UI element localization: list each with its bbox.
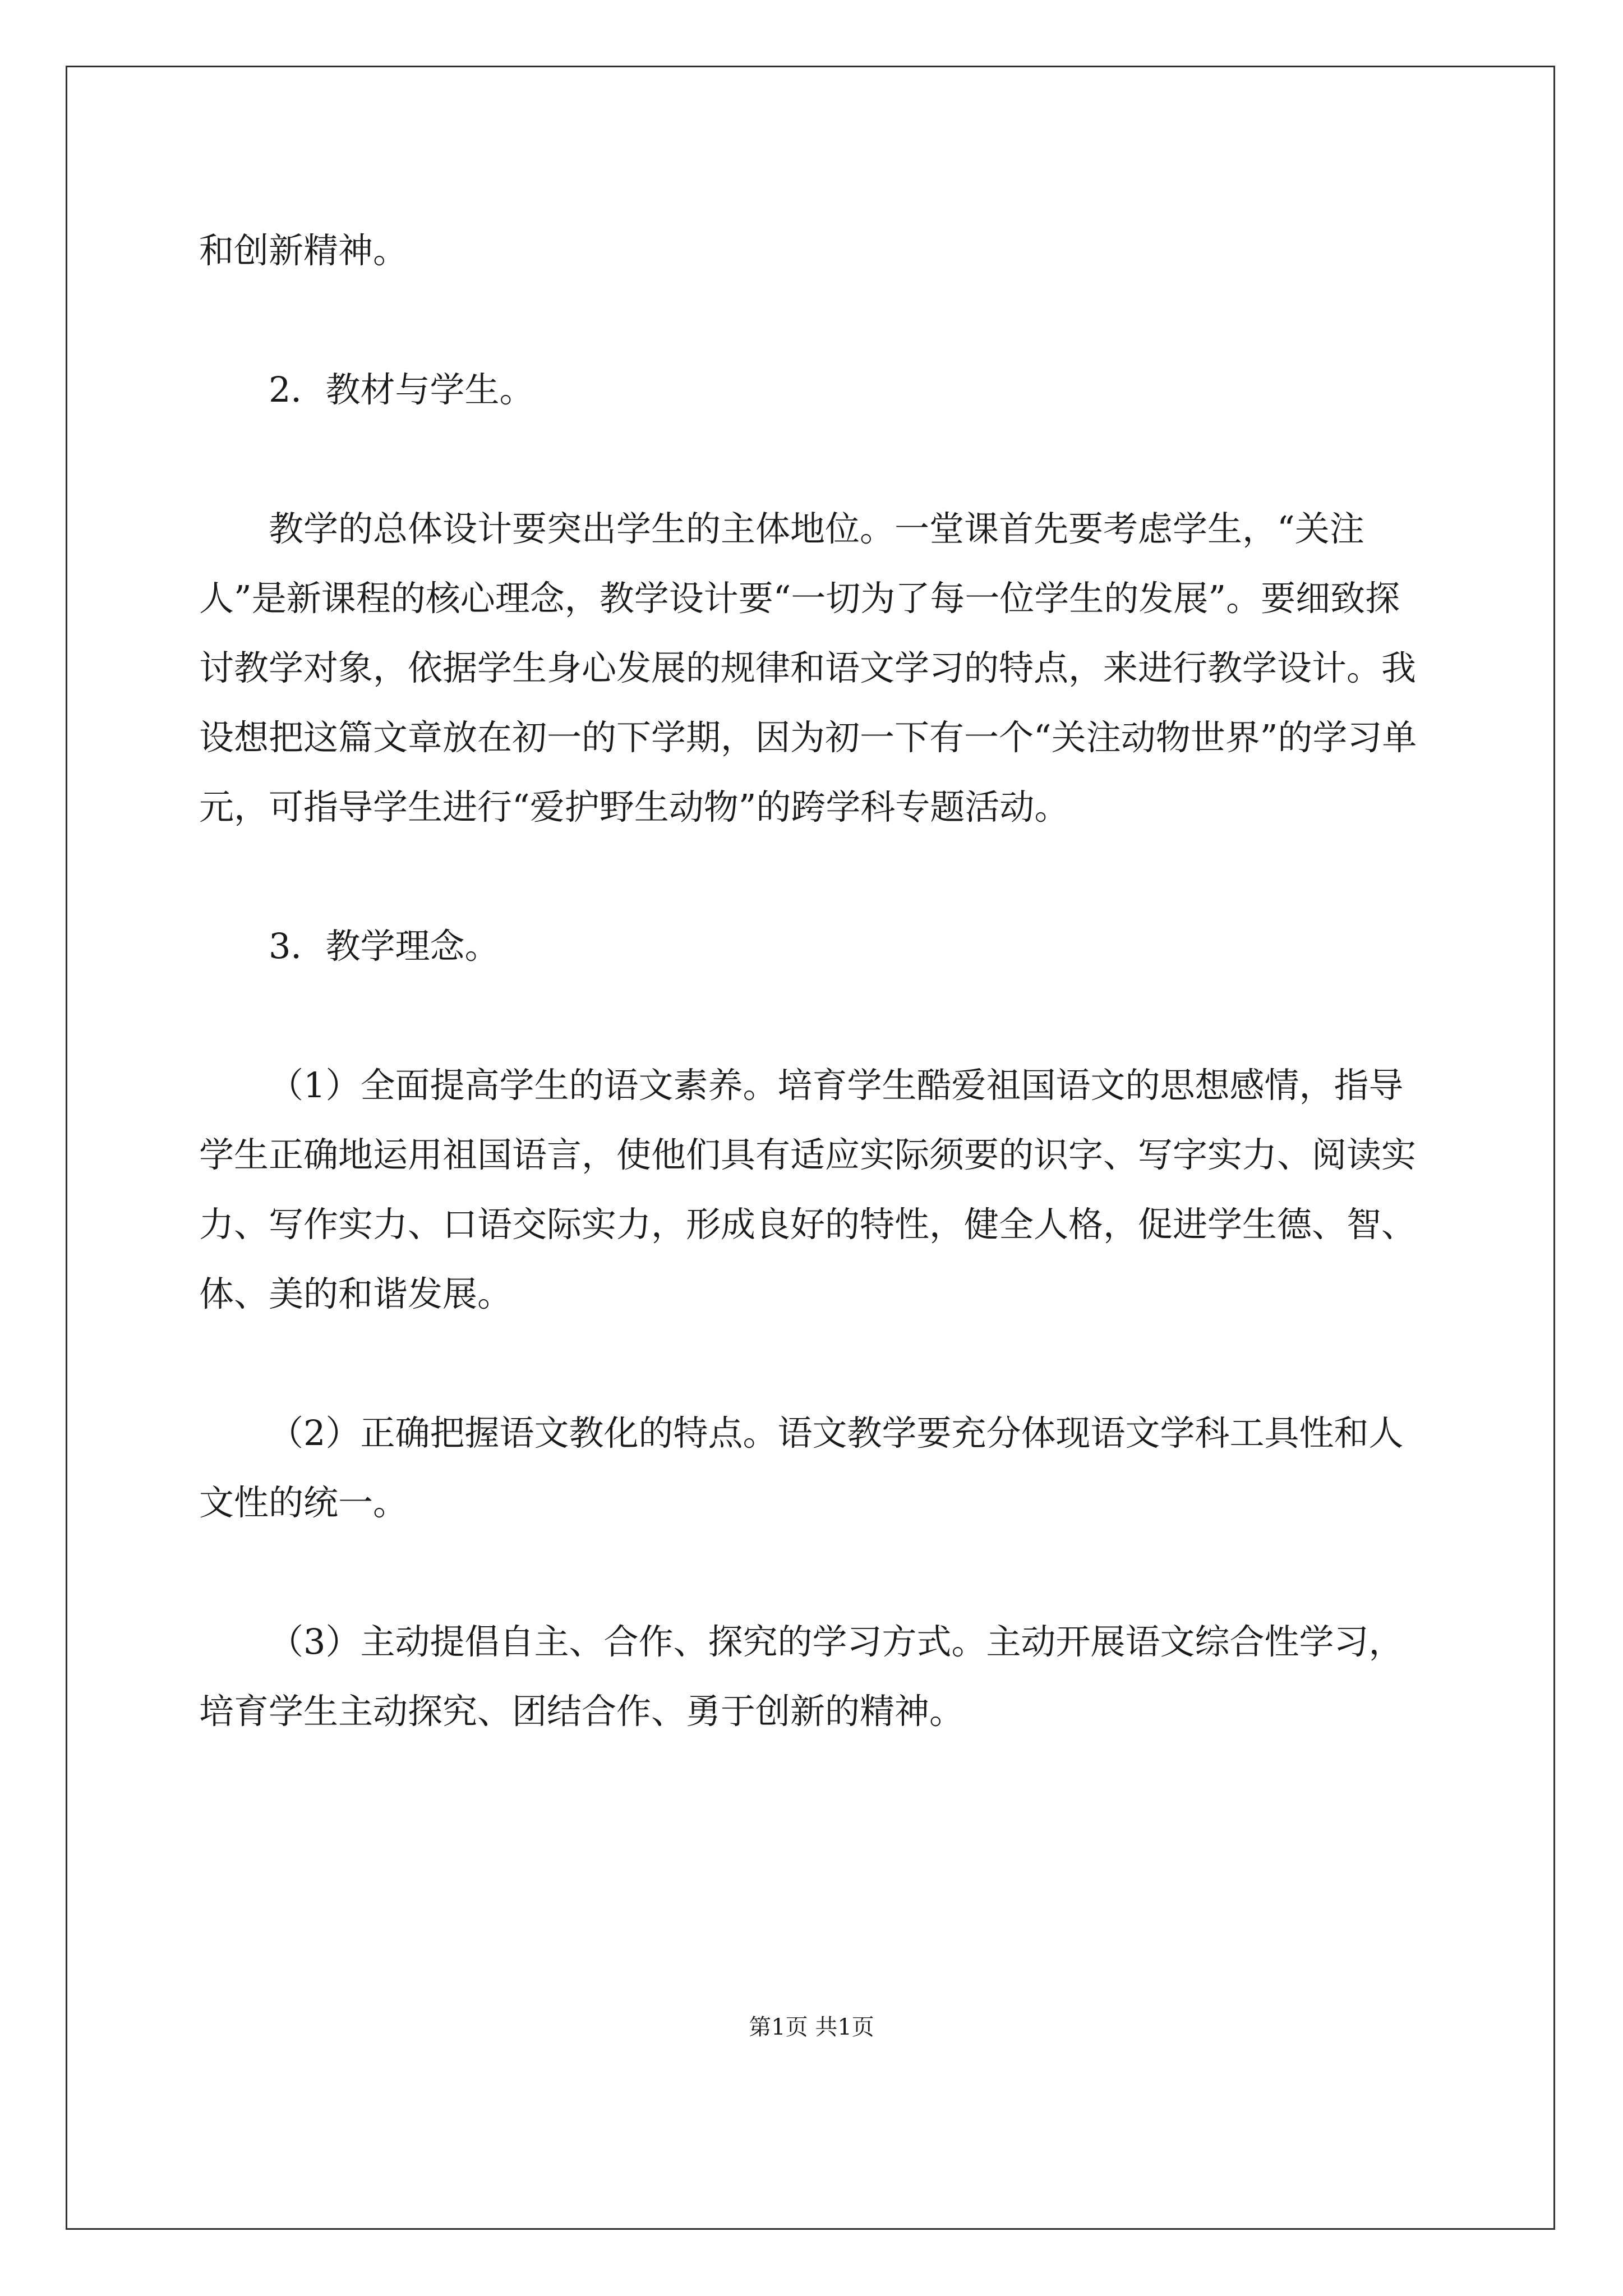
list-item-2: （2）正确把握语文教化的特点。语文教学要充分体现语文学科工具性和人文性的统一。 [199,1412,1404,1523]
list-item-1: （1）全面提高学生的语文素养。培育学生酷爱祖国语文的思想感情，指导学生正确地运用祖国语言，使他们具有适应实际须要的识字、写字实力、阅读实力、写作实力、口语交际实力，形成良好的特性，健全人格，促进学生德、智、体、美的和谐发展。 [199,1065,1417,1314]
section-heading-3: 3．教学理念。 [269,926,500,967]
paragraph-continuation: 和创新精神。 [199,230,408,271]
section-heading-2: 2．教材与学生。 [269,369,534,410]
paragraph-teaching-design: 教学的总体设计要突出学生的主体地位。一堂课首先要考虑学生，“关注 人”是新课程的核心理念，教学设计要“一切为了每一位学生的发展”。要细致探讨教学对象，依据学生身心发展的规律和语文学习的特点，来进行教学设计。我设想把这篇文章放在初一的下学期，因为初一下有一个“关注动物世界”的学习单元，可指导学生进行“爱护野生动物”的跨学科专题活动。 [199,508,1417,827]
page-footer: 第1页 共1页 [749,2014,874,2040]
list-item-3: （3）主动提倡自主、合作、探究的学习方式。主动开展语文综合性学习，培育学生主动探究、团结合作、勇于创新的精神。 [199,1621,1404,1732]
document-body [199,216,1422,1816]
